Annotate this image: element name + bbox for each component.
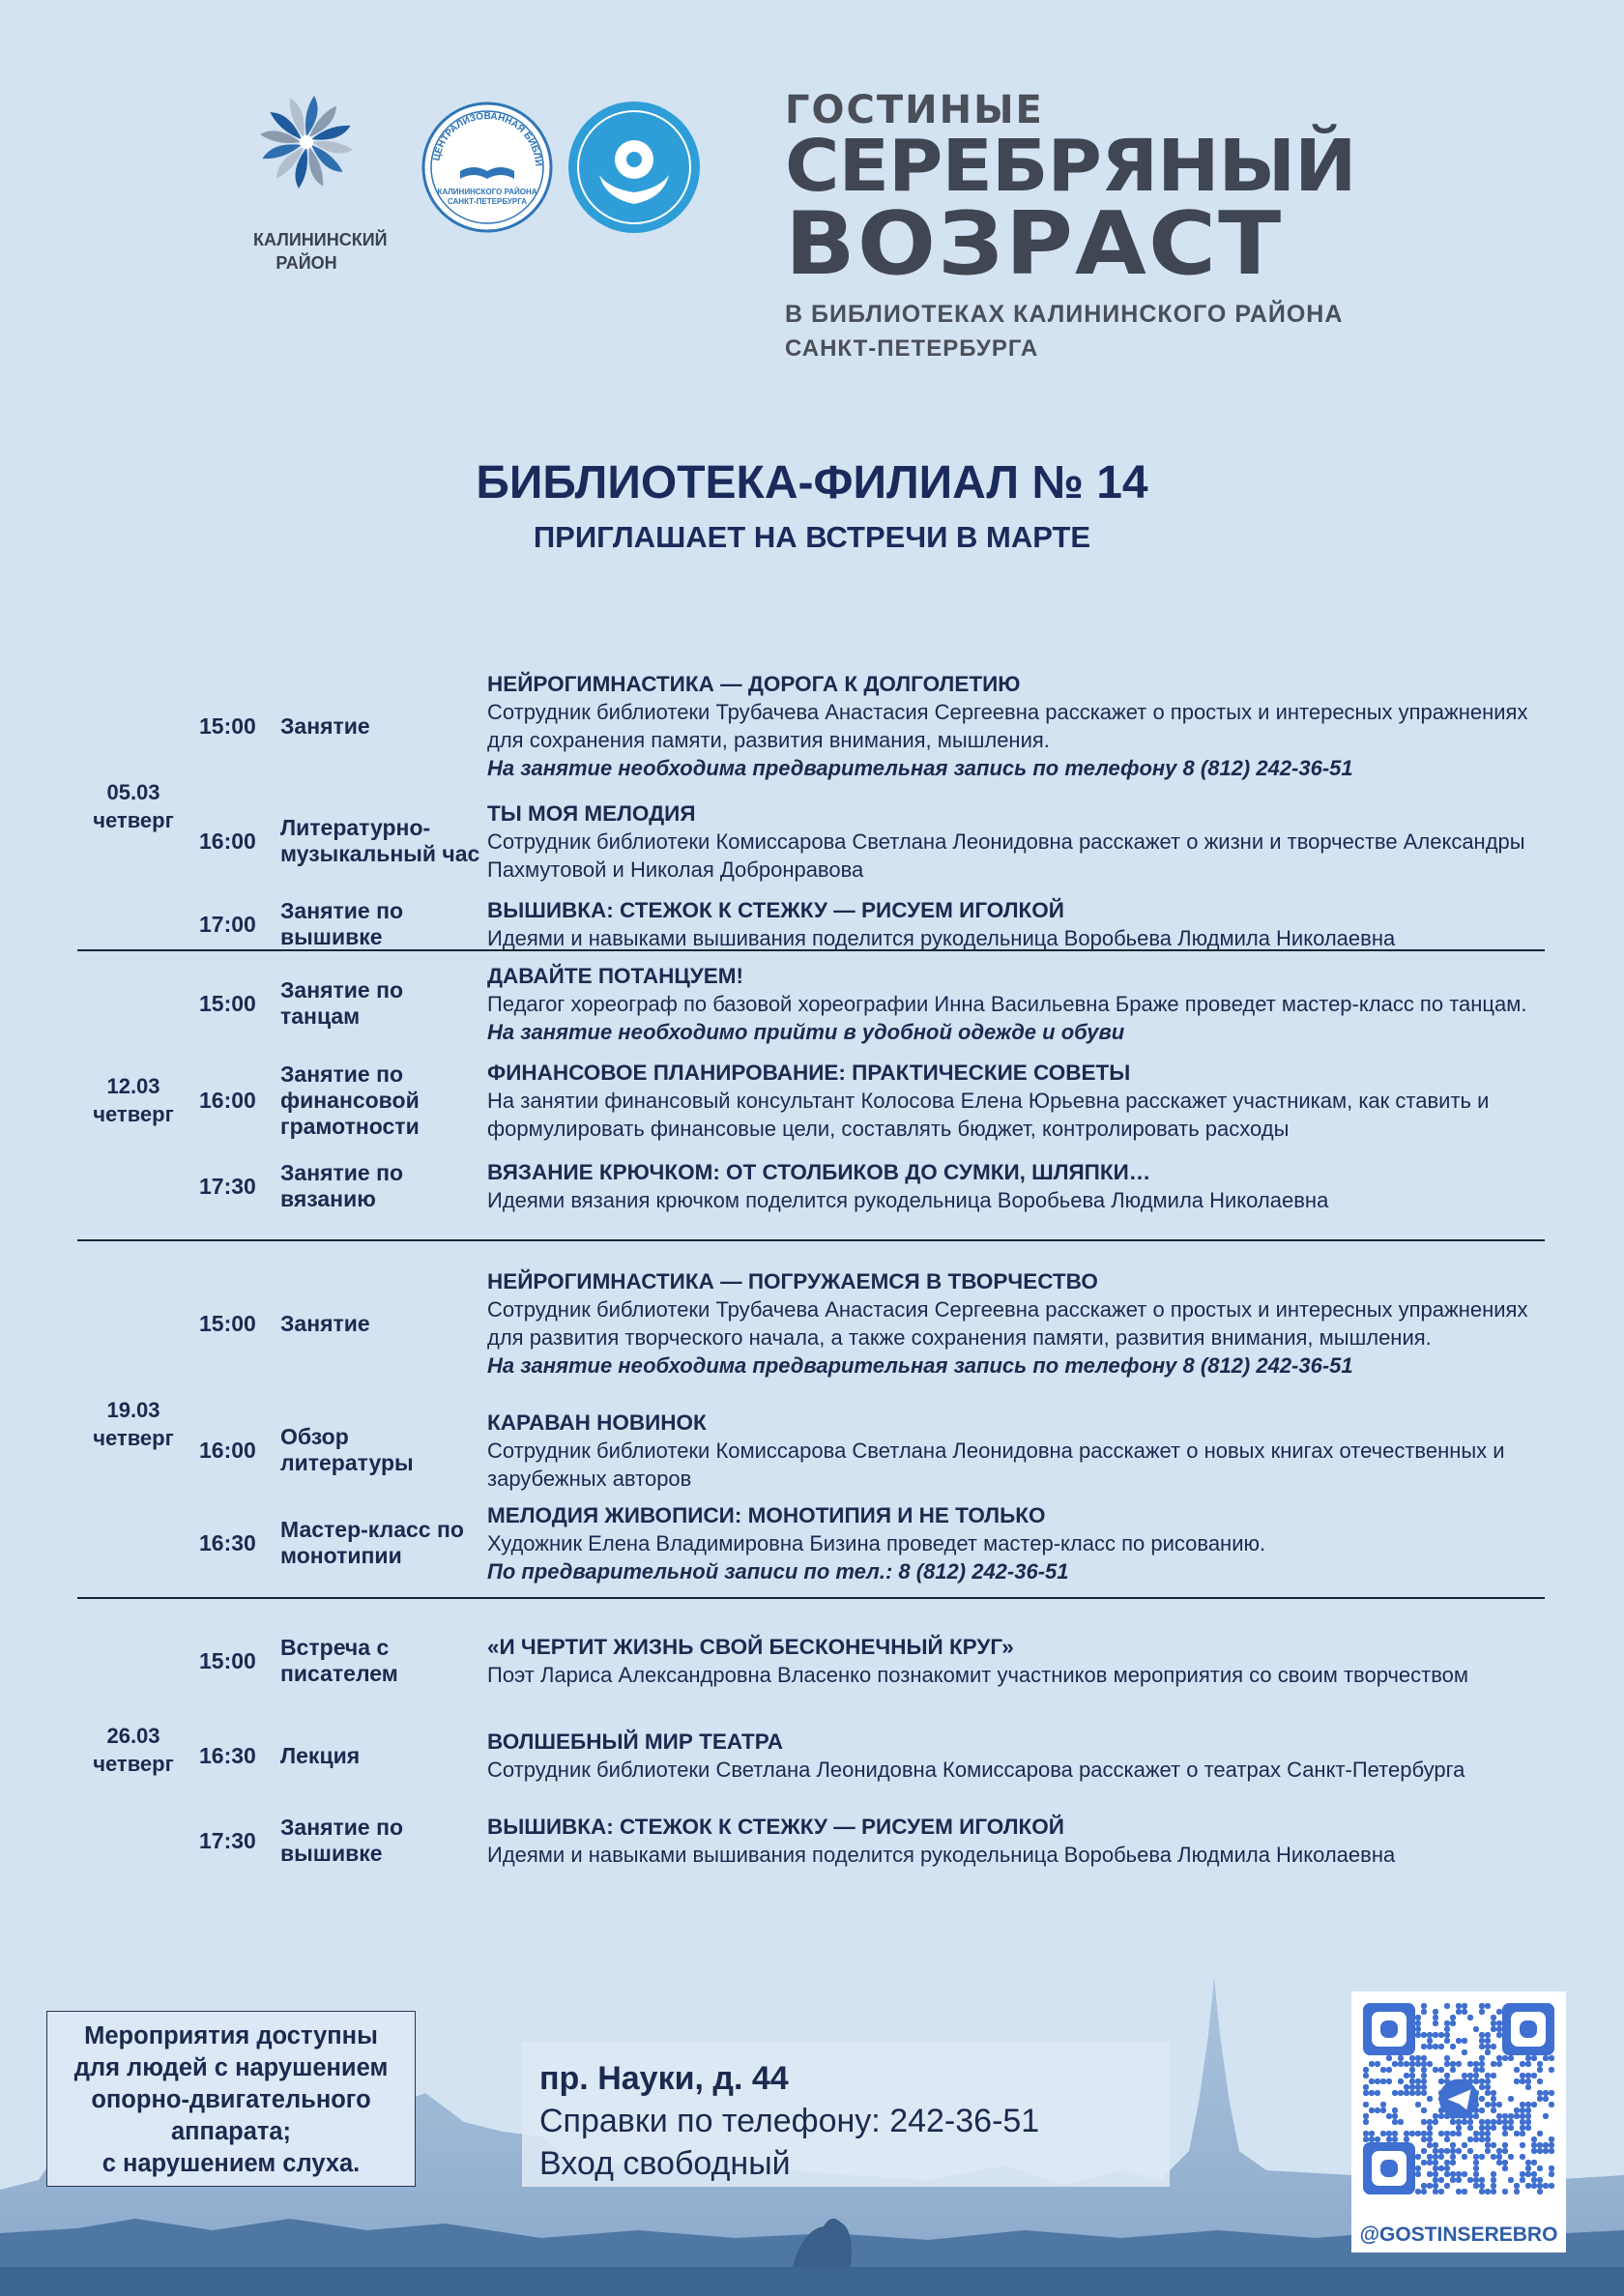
- event-type: Занятие по танцам: [280, 977, 404, 1029]
- event-description: [487, 962, 1545, 1046]
- accessibility-line: Мероприятия доступны: [84, 2022, 378, 2049]
- day-date: 12.03: [106, 1074, 160, 1098]
- event-text: Художник Елена Владимировна Бизина проведет мастер-класс по рисованию.: [487, 1530, 1266, 1555]
- event-note: На занятие необходима предварительная запись по телефону 8 (812) 242-36-51: [487, 756, 1353, 780]
- event-description: [487, 1813, 1545, 1869]
- event-title: ВОЛШЕБНЫЙ МИР ТЕАТРА: [487, 1729, 783, 1754]
- qr-code-icon: [1351, 1991, 1566, 2206]
- event-row: [189, 663, 1545, 789]
- telegram-qr-code[interactable]: [1351, 1991, 1566, 2252]
- day-label: [77, 1722, 189, 1778]
- day-weekday: четверг: [93, 1752, 174, 1776]
- event-type: Занятие по вышивке: [280, 1815, 404, 1866]
- event-description: [487, 670, 1545, 782]
- event-type: Занятие по вышивке: [280, 898, 404, 949]
- free-entry: Вход свободный: [539, 2145, 791, 2182]
- event-text: Идеями и навыками вышивания поделится рукодельница Воробьева Людмила Николаевна: [487, 1843, 1396, 1867]
- schedule-day: [77, 1597, 1545, 1887]
- event-description: [487, 1409, 1545, 1493]
- social-service-logo: [566, 100, 702, 240]
- event-note: На занятие необходимо прийти в удобной одежде и обуви: [487, 1019, 1125, 1044]
- event-type: Обзор литературы: [280, 1424, 414, 1475]
- brand-line-vozrast: ВОЗРАСТ: [785, 193, 1284, 295]
- kalininsky-district-logo: [253, 92, 388, 274]
- event-schedule: [77, 657, 1545, 1887]
- brand-line-city: САНКТ-ПЕТЕРБУРГА: [785, 335, 1039, 362]
- accessibility-line: для людей с нарушением: [73, 2054, 389, 2081]
- event-title: «И ЧЕРТИТ ЖИЗНЬ СВОЙ БЕСКОНЕЧНЫЙ КРУГ»: [487, 1635, 1014, 1659]
- accessibility-notice: [46, 2011, 416, 2187]
- event-text: Сотрудник библиотеки Трубачева Анастасия Сергеевна расскажет о простых и интересных упражнениях для развития творческого начала, а также сохранения памяти, развития внимания, мышления.: [487, 1297, 1528, 1350]
- phone-info: Справки по телефону: 242-36-51: [539, 2103, 1040, 2139]
- event-title: МЕЛОДИЯ ЖИВОПИСИ: МОНОТИПИЯ И НЕ ТОЛЬКО: [487, 1502, 1046, 1527]
- event-type: Занятие: [280, 712, 370, 739]
- day-date: 05.03: [106, 780, 160, 804]
- event-time: 15:00: [199, 712, 256, 739]
- event-text: Педагог хореограф по базовой хореографии Инна Васильевна Браже проведет мастер-класс по танцам.: [487, 991, 1527, 1016]
- event-time: 16:00: [199, 828, 256, 854]
- event-time: 16:00: [199, 1087, 256, 1113]
- day-weekday: четверг: [93, 1426, 174, 1450]
- day-date: 19.03: [106, 1398, 160, 1422]
- event-text: На занятии финансовый консультант Колосова Елена Юрьевна расскажет участникам, как ставить и формулировать финансовые цели, составлять бюджет, контролировать расходы: [487, 1088, 1490, 1141]
- kalininsky-caption-line2: РАЙОН: [276, 253, 337, 273]
- event-time: 17:30: [199, 1173, 256, 1199]
- schedule-day: [77, 1239, 1545, 1597]
- event-text: Сотрудник библиотеки Комиссарова Светлана Леонидовна расскажет о новых книгах отечественных и зарубежных авторов: [487, 1438, 1505, 1491]
- event-text: Сотрудник библиотеки Трубачева Анастасия Сергеевна расскажет о простых и интересных упражнениях для сохранения памяти, развития внимания, мышления.: [487, 700, 1528, 752]
- day-label: [77, 1072, 189, 1128]
- event-description: [487, 1501, 1545, 1585]
- event-time: 15:00: [199, 1647, 256, 1673]
- schedule-day: [77, 657, 1545, 949]
- event-row: [189, 1802, 1545, 1879]
- event-row: [189, 1396, 1545, 1504]
- event-type: Занятие по вязанию: [280, 1160, 404, 1211]
- event-type: Мастер-класс по монотипии: [280, 1517, 464, 1568]
- event-time: 15:00: [199, 990, 256, 1016]
- event-type: Литературно-музыкальный час: [280, 815, 480, 866]
- brand-line-serebryany: СЕРЕБРЯНЫЙ: [785, 125, 1356, 208]
- event-type: Занятие: [280, 1310, 370, 1336]
- event-row: [189, 1613, 1545, 1709]
- event-row: [189, 789, 1545, 893]
- event-description: [487, 1158, 1545, 1214]
- event-title: КАРАВАН НОВИНОК: [487, 1410, 707, 1435]
- event-type: Встреча с писателем: [280, 1635, 398, 1686]
- event-title: НЕЙРОГИМНАСТИКА — ПОГРУЖАЕМСЯ В ТВОРЧЕСТВО: [487, 1269, 1098, 1293]
- library-system-logo: [421, 102, 553, 238]
- event-title: ТЫ МОЯ МЕЛОДИЯ: [487, 800, 696, 826]
- partner-logos: [242, 92, 725, 285]
- accessibility-line: опорно-двигательного: [91, 2086, 371, 2113]
- swirl-emblem-icon: [256, 92, 357, 227]
- event-description: [487, 1633, 1545, 1689]
- event-time: 16:00: [199, 1437, 256, 1463]
- event-description: [487, 799, 1545, 884]
- event-text: Идеями и навыками вышивания поделится рукодельница Воробьева Людмила Николаевна: [487, 926, 1396, 950]
- kalininsky-caption-line1: КАЛИНИНСКИЙ: [253, 230, 388, 249]
- silver-age-brand: [785, 89, 1384, 367]
- event-time: 17:00: [199, 911, 256, 937]
- page-title-block: [0, 454, 1624, 559]
- event-type: Лекция: [280, 1742, 361, 1768]
- event-row: [189, 1154, 1545, 1218]
- brand-line-libraries: В БИБЛИОТЕКАХ КАЛИНИНСКОГО РАЙОНА: [785, 301, 1344, 328]
- event-text: Сотрудник библиотеки Комиссарова Светлана Леонидовна расскажет о жизни и творчестве Александры Пахмутовой и Николая Добронравова: [487, 828, 1525, 882]
- event-time: 16:30: [199, 1529, 256, 1555]
- library-system-inner-line2: САНКТ-ПЕТЕРБУРГА: [447, 197, 528, 206]
- event-title: ДАВАЙТЕ ПОТАНЦУЕМ!: [487, 963, 744, 988]
- event-type: Занятие по финансовой грамотности: [280, 1061, 420, 1139]
- event-description: [487, 896, 1545, 952]
- day-label: [77, 1396, 189, 1452]
- event-text: Идеями вязания крючком поделится рукодельница Воробьева Людмила Николаевна: [487, 1188, 1329, 1212]
- event-row: [189, 961, 1545, 1046]
- event-row: [189, 893, 1545, 955]
- event-title: ВЫШИВКА: СТЕЖОК К СТЕЖКУ — РИСУЕМ ИГОЛКОЙ: [487, 1815, 1064, 1839]
- schedule-day: [77, 949, 1545, 1239]
- event-row: [189, 1046, 1545, 1154]
- library-system-ring-text: ЦЕНТРАЛИЗОВАННАЯ БИБЛИ: [431, 110, 544, 167]
- telegram-handle: @GOSTINSEREBRO: [1359, 2223, 1558, 2246]
- event-title: ФИНАНСОВОЕ ПЛАНИРОВАНИЕ: ПРАКТИЧЕСКИЕ СОВЕТЫ: [487, 1060, 1131, 1085]
- accessibility-line: с нарушением слуха.: [102, 2150, 361, 2177]
- event-title: ВЫШИВКА: СТЕЖОК К СТЕЖКУ — РИСУЕМ ИГОЛКОЙ: [487, 898, 1064, 922]
- event-description: [487, 1059, 1545, 1143]
- address-panel: [522, 2042, 1170, 2187]
- event-row: [189, 1709, 1545, 1802]
- event-row: [189, 1251, 1545, 1396]
- event-row: [189, 1504, 1545, 1582]
- event-text: Поэт Лариса Александровна Власенко познакомит участников мероприятия со своим творчеством: [487, 1663, 1469, 1687]
- event-description: [487, 1267, 1545, 1380]
- event-title: ВЯЗАНИЕ КРЮЧКОМ: ОТ СТОЛБИКОВ ДО СУМКИ, ШЛЯПКИ…: [487, 1160, 1151, 1184]
- event-description: [487, 1728, 1545, 1784]
- day-weekday: четверг: [93, 808, 174, 832]
- event-time: 17:30: [199, 1827, 256, 1853]
- day-label: [77, 778, 189, 834]
- accessibility-line: аппарата;: [170, 2118, 292, 2145]
- event-text: Сотрудник библиотеки Светлана Леонидовна Комиссарова расскажет о театрах Санкт-Петербурга: [487, 1758, 1465, 1782]
- event-note: По предварительной записи по тел.: 8 (812) 242-36-51: [487, 1558, 1069, 1584]
- page-title: БИБЛИОТЕКА-ФИЛИАЛ № 14: [476, 457, 1148, 509]
- event-note: На занятие необходима предварительная запись по телефону 8 (812) 242-36-51: [487, 1353, 1353, 1378]
- page-subtitle: ПРИГЛАШАЕТ НА ВСТРЕЧИ В МАРТЕ: [533, 520, 1091, 554]
- brand-line-gostinye: ГОСТИНЫЕ: [785, 88, 1044, 132]
- event-time: 16:30: [199, 1742, 256, 1768]
- day-date: 26.03: [106, 1724, 160, 1748]
- event-time: 15:00: [199, 1310, 256, 1336]
- address-street: пр. Науки, д. 44: [539, 2060, 789, 2097]
- event-title: НЕЙРОГИМНАСТИКА — ДОРОГА К ДОЛГОЛЕТИЮ: [487, 672, 1021, 696]
- day-weekday: четверг: [93, 1102, 174, 1126]
- library-system-inner-line1: КАЛИНИНСКОГО РАЙОНА: [437, 188, 537, 196]
